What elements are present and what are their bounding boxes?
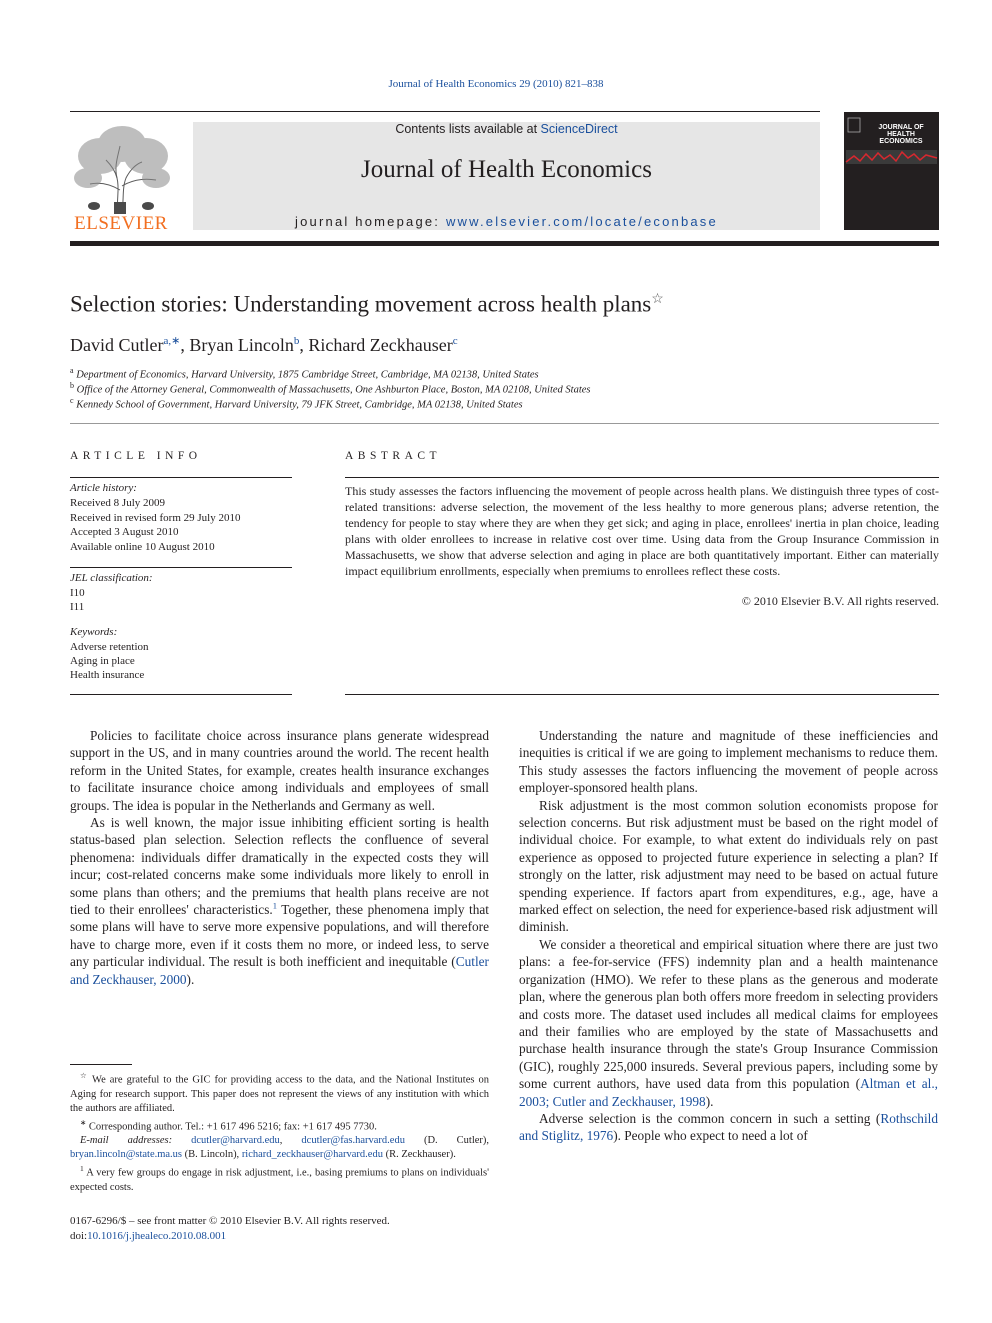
history-item: Received 8 July 2009 (70, 497, 166, 509)
affiliation-mark: a (70, 366, 74, 375)
history-label: Article history: (70, 482, 137, 494)
email-owner: (B. Lincoln), (184, 1149, 240, 1160)
citation-link[interactable]: Rothschild and Stiglitz, 1976 (519, 1110, 938, 1144)
abstract-rule (345, 477, 939, 478)
footnote-text: A very few groups do engage in risk adjustment, i.e., basing premiums to plans on individuals' expected costs. (70, 1167, 489, 1193)
doi-link[interactable]: 10.1016/j.jhealeco.2010.08.001 (87, 1230, 227, 1242)
paragraph-text: Adverse selection is the common concern in such a setting ( (539, 1110, 881, 1126)
affiliation-text: Kennedy School of Government, Harvard University, 79 JFK Street, Cambridge, MA 02138, United States (76, 399, 523, 411)
author-separator: , (180, 335, 190, 355)
author-separator: , (299, 335, 309, 355)
keyword: Health insurance (70, 669, 145, 681)
article-info-rule (70, 477, 292, 478)
email-link[interactable]: richard_zeckhauser@harvard.edu (241, 1149, 383, 1160)
abstract-heading: ABSTRACT (345, 450, 442, 462)
doi-label: doi: (70, 1230, 88, 1242)
author-list (70, 334, 458, 356)
footnote-rule (70, 1064, 132, 1065)
header-rule (70, 111, 820, 112)
paragraph-text: ). People who expect to need a lot of (613, 1128, 808, 1144)
history-item: Accepted 3 August 2010 (70, 526, 179, 538)
abstract-text: This study assesses the factors influencing the movement of people across health plans. We distinguish three types of cost-related transitions: adverse selection, the movement of the less healthy to more generous plans; adverse retention, the tendency for people to stay where they are when they get sick; and aging in place, enrollees' inertia in plan choice, leading plans with older enrollees to increase in relative cost over time. Using data from the Group Insurance Commission in Massachusetts, we show that adverse selection and aging in place are both quantitatively important. Either can materially impact equilibrium enrollments, especially when premiums to enrollees reflect these costs. (345, 484, 939, 578)
affiliation (70, 381, 590, 396)
body-column-right (519, 727, 938, 1145)
sciencedirect-link[interactable]: ScienceDirect (540, 122, 618, 136)
author-name: Bryan Lincoln (189, 335, 294, 355)
abstract-bottom-rule (345, 694, 939, 695)
paragraph-text: Together, these phenomena imply that some plans will have to serve more expensive populations, and will therefore have to charge more, even if it costs them no more, or indeed less, to serve any particular individual. The result is both inefficient and inequitable ( (70, 902, 489, 970)
citation-link[interactable]: Cutler and Zeckhauser, 2000 (70, 954, 489, 987)
elsevier-wordmark: ELSEVIER (74, 213, 168, 234)
article-title-text: Selection stories: Understanding movement across health plans (70, 291, 652, 317)
footnote-ref[interactable]: 1 (272, 900, 277, 911)
body-paragraph (519, 1110, 938, 1145)
body-column-left (70, 727, 489, 988)
body-paragraph: Policies to facilitate choice across insurance plans generate widespread support in the US, and in many countries around the world. The recent health reform in the United States, for example, creates health insurance exchanges to facilitate insurance choice among individuals and employees of small groups. The idea is popular in the Netherlands and Germany as well. (70, 728, 489, 813)
footnote-corresponding (70, 1116, 489, 1135)
keyword: Aging in place (70, 655, 135, 667)
homepage-line (193, 214, 820, 229)
keyword: Adverse retention (70, 641, 149, 653)
doi-line (70, 1229, 390, 1244)
footnote-text: Corresponding author. Tel.: +1 617 496 5216; fax: +1 617 495 7730. (88, 1121, 377, 1132)
paragraph-text: We consider a theoretical and empirical situation where there are just two plans: a fee-for-service (FFS) indemnity plan and a health maintenance organization (HMO). We refer to these plans as the generous and moderate plan, where the generous plan both offers more freedom in selecting providers and costs more. The dataset used includes all medical claims for employees and their families who are employed by the state of Massachusetts and purchase health insurance through the state's Group Insurance Commission (GIC), roughly 225,000 insureds. Several previous papers, including some by some current authors, have used data from this population ( (519, 936, 938, 1092)
affiliation (70, 396, 523, 411)
contents-line (193, 122, 820, 136)
affiliation (70, 366, 539, 381)
email-owner: (R. Zeckhauser). (385, 1149, 456, 1160)
footnotes (70, 1069, 489, 1195)
journal-title: Journal of Health Economics (361, 156, 652, 183)
affiliation-mark: c (70, 396, 74, 405)
history-item: Available online 10 August 2010 (70, 541, 215, 553)
footnote-mark: ∗ (80, 1117, 87, 1127)
email-link[interactable]: dcutler@fas.harvard.edu (301, 1135, 405, 1146)
info-bottom-rule (70, 694, 292, 695)
info-divider (70, 567, 292, 568)
section-rule (70, 423, 939, 424)
contents-prefix: Contents lists available at (395, 122, 541, 136)
article-title (70, 291, 664, 318)
homepage-prefix: journal homepage: (295, 214, 446, 229)
bottom-meta (70, 1214, 390, 1244)
email-link[interactable]: bryan.lincoln@state.ma.us (70, 1149, 183, 1160)
keywords-label: Keywords: (70, 626, 118, 638)
author-name: Richard Zeckhauser (308, 335, 453, 355)
footnote-1 (70, 1162, 489, 1195)
paragraph-text: As is well known, the major issue inhibiting efficient sorting is health status-based plan selection. Selection reflects the confluence of several phenomena: individuals differ dramatically in the expected costs they will incur; cost-related concerns make some individuals more likely to enroll in some plans than others; and the premiums that health plans receive are not tied to their enrollees' characteristics. (70, 815, 489, 918)
body-paragraph: Risk adjustment is the most common solution economists propose for selection concerns. But risk adjustment must be based on the right model of individual choice. For example, to what extent do individuals rely on past experience as opposed to projected future experience in selecting a plan? If strongly on the latter, risk adjustment may need to be based on actual future spending experience. If factors apart from expenditures, e.g., age, have a marked effect on selection, the need for experience-based risk adjustment will diminish. (519, 797, 938, 935)
author-affil-mark[interactable]: c (452, 335, 458, 347)
history-item: Received in revised form 29 July 2010 (70, 512, 241, 524)
homepage-link[interactable]: www.elsevier.com/locate/econbase (445, 214, 718, 229)
footnote-star (70, 1069, 489, 1116)
affiliation-text: Department of Economics, Harvard University, 1875 Cambridge Street, Cambridge, MA 02138, United States (76, 369, 539, 381)
affiliation-text: Office of the Attorney General, Commonwealth of Massachusetts, One Ashburton Place, Boston, MA 02108, United States (76, 384, 591, 396)
paragraph-text: ). (186, 971, 195, 987)
jel-code: I10 (70, 587, 85, 599)
body-paragraph (519, 936, 938, 1110)
author-name: David Cutler (70, 335, 164, 355)
footnote-mark: ☆ (80, 1071, 89, 1080)
footnote-emails: E-mail addresses: dcutler@harvard.edu, dcutler@fas.harvard.edu (D. Cutler), bryan.lincoln@state.ma.us (B. Lincoln), richard_zeckhauser@harvard.edu (R. Zeckhauser). (70, 1135, 490, 1160)
jel-code: I11 (70, 601, 85, 613)
issn-line: 0167-6296/$ – see front matter © 2010 Elsevier B.V. All rights reserved. (70, 1215, 390, 1227)
email-label: E-mail addresses: (80, 1135, 173, 1146)
body-paragraph: Understanding the nature and magnitude of these inefficiencies and inequities is critical if we are going to implement mechanisms to reduce them. This study assesses the factors influencing the movement of people across employer-sponsored health plans. (519, 728, 938, 796)
email-link[interactable]: dcutler@harvard.edu (191, 1135, 280, 1146)
paragraph-text: ). (705, 1093, 714, 1109)
journal-reference[interactable]: Journal of Health Economics 29 (2010) 821–838 (388, 78, 604, 90)
header-thick-rule (70, 241, 939, 246)
article-info-heading: ARTICLE INFO (70, 450, 202, 462)
citation-link[interactable]: Altman et al., 2003; Cutler and Zeckhauser, 1998 (519, 1076, 939, 1109)
footnote-mark: 1 (80, 1164, 84, 1173)
title-footnote-mark[interactable]: ☆ (651, 292, 664, 307)
author-affil-mark[interactable]: b (293, 335, 300, 347)
footnote-text: We are grateful to the GIC for providing access to the data, and the National Institutes on Aging for research support. This paper does not represent the views of any institution with which the authors are affiliated. (70, 1074, 489, 1114)
email-owner: (D. Cutler), (423, 1135, 490, 1146)
affiliation-mark: b (70, 381, 74, 390)
cover-title: JOURNAL OF HEALTH ECONOMICS (878, 124, 924, 145)
jel-label: JEL classification: (70, 572, 153, 584)
body-paragraph (70, 814, 489, 988)
abstract-copyright: © 2010 Elsevier B.V. All rights reserved. (741, 594, 939, 608)
author-affil-mark[interactable]: a,∗ (163, 335, 181, 347)
